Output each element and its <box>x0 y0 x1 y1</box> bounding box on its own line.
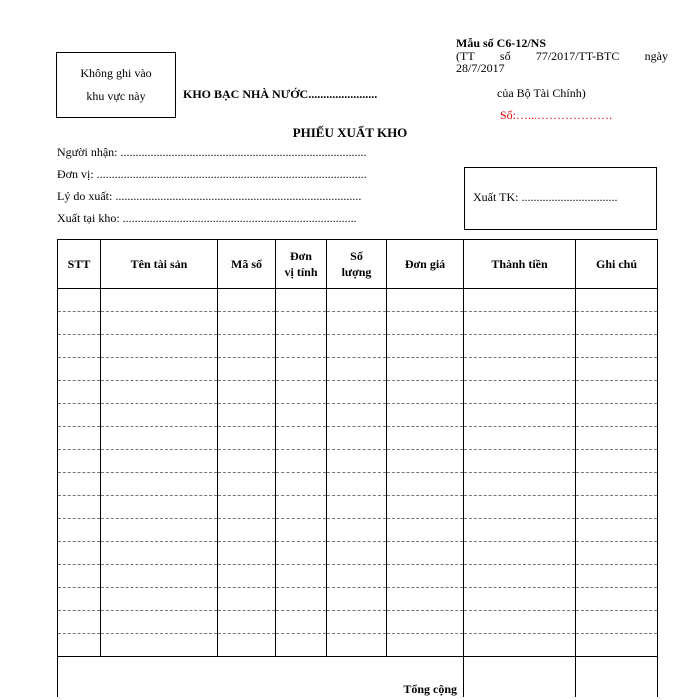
table-cell[interactable] <box>276 312 327 335</box>
table-cell[interactable] <box>464 473 576 496</box>
table-cell[interactable] <box>387 312 464 335</box>
table-cell[interactable] <box>576 404 658 427</box>
warehouse-field[interactable]: Xuất tại kho: .............................................................................. <box>57 211 357 225</box>
circular-part: (TT <box>456 49 475 63</box>
table-cell[interactable] <box>101 289 218 312</box>
table-row <box>58 634 658 657</box>
table-row <box>58 450 658 473</box>
table-cell[interactable] <box>327 312 387 335</box>
table-cell[interactable] <box>58 427 101 450</box>
table-cell[interactable] <box>327 634 387 657</box>
table-cell[interactable] <box>327 496 387 519</box>
table-cell[interactable] <box>464 542 576 565</box>
total-label: Tổng cộng <box>387 657 464 698</box>
reason-field[interactable]: Lý do xuất: .................................................................................. <box>57 189 362 203</box>
table-cell[interactable] <box>101 542 218 565</box>
table-cell[interactable] <box>387 381 464 404</box>
table-row <box>58 588 658 611</box>
table-cell[interactable] <box>464 381 576 404</box>
table-cell[interactable] <box>576 496 658 519</box>
table-cell[interactable] <box>576 358 658 381</box>
table-cell[interactable] <box>327 588 387 611</box>
table-cell[interactable] <box>576 519 658 542</box>
table-cell[interactable] <box>58 588 101 611</box>
table-cell[interactable] <box>276 542 327 565</box>
table-cell[interactable] <box>576 450 658 473</box>
table-row <box>58 381 658 404</box>
table-cell[interactable] <box>218 289 276 312</box>
table-row <box>58 427 658 450</box>
table-cell[interactable] <box>276 611 327 634</box>
table-cell[interactable] <box>101 565 218 588</box>
col-unit-price: Đơn giá <box>387 240 464 289</box>
table-cell[interactable] <box>218 381 276 404</box>
unit-field[interactable]: Đơn vị: .......................................................................................... <box>57 167 367 181</box>
table-cell[interactable] <box>58 358 101 381</box>
table-cell[interactable] <box>464 565 576 588</box>
table-cell[interactable] <box>327 404 387 427</box>
table-cell[interactable] <box>276 358 327 381</box>
table-cell[interactable] <box>464 450 576 473</box>
table-cell[interactable] <box>464 358 576 381</box>
table-cell[interactable] <box>327 565 387 588</box>
table-cell[interactable] <box>576 312 658 335</box>
table-cell[interactable] <box>276 519 327 542</box>
table-cell[interactable] <box>218 496 276 519</box>
table-row <box>58 404 658 427</box>
table-cell[interactable] <box>464 335 576 358</box>
total-note-cell[interactable] <box>576 657 658 698</box>
circular-issuer: của Bộ Tài Chính) <box>497 86 586 100</box>
col-code: Mã số <box>218 240 276 289</box>
table-cell[interactable] <box>387 427 464 450</box>
table-cell[interactable] <box>387 404 464 427</box>
table-row <box>58 565 658 588</box>
form-number: Mẫu số C6-12/NS <box>456 36 547 50</box>
table-cell[interactable] <box>576 381 658 404</box>
xuat-tk-field[interactable]: Xuất TK: ................................ <box>473 190 618 204</box>
table-cell[interactable] <box>576 588 658 611</box>
col-unit-line1: Đơn <box>290 249 312 263</box>
table-cell[interactable] <box>101 634 218 657</box>
table-cell[interactable] <box>576 335 658 358</box>
total-row <box>58 657 658 698</box>
table-cell[interactable] <box>276 335 327 358</box>
table-cell[interactable] <box>327 335 387 358</box>
table-cell[interactable] <box>218 335 276 358</box>
table-cell[interactable] <box>58 381 101 404</box>
table-cell[interactable] <box>387 611 464 634</box>
table-row <box>58 358 658 381</box>
table-cell[interactable] <box>218 634 276 657</box>
table-cell[interactable] <box>464 289 576 312</box>
table-cell[interactable] <box>576 542 658 565</box>
col-asset-name: Tên tài sản <box>101 240 218 289</box>
table-row <box>58 312 658 335</box>
table-cell[interactable] <box>387 450 464 473</box>
table-cell[interactable] <box>327 450 387 473</box>
table-cell[interactable] <box>218 565 276 588</box>
table-cell[interactable] <box>464 611 576 634</box>
table-cell[interactable] <box>464 634 576 657</box>
table-cell[interactable] <box>327 542 387 565</box>
table-cell[interactable] <box>218 358 276 381</box>
table-row <box>58 542 658 565</box>
table-cell[interactable] <box>58 565 101 588</box>
table-cell[interactable] <box>576 289 658 312</box>
total-amount-cell[interactable] <box>464 657 576 698</box>
table-cell[interactable] <box>464 496 576 519</box>
table-cell[interactable] <box>327 611 387 634</box>
table-cell[interactable] <box>464 427 576 450</box>
table-cell[interactable] <box>387 289 464 312</box>
col-qty-line1: Số <box>350 249 363 263</box>
col-unit-line2: vị tính <box>284 265 318 279</box>
items-table <box>57 239 658 697</box>
table-row <box>58 519 658 542</box>
table-cell[interactable] <box>327 289 387 312</box>
table-cell[interactable] <box>387 588 464 611</box>
table-cell[interactable] <box>387 358 464 381</box>
xuat-tk-box <box>464 167 657 230</box>
table-cell[interactable] <box>58 542 101 565</box>
form-title: PHIẾU XUẤT KHO <box>292 125 408 140</box>
table-cell[interactable] <box>464 312 576 335</box>
table-cell[interactable] <box>276 565 327 588</box>
total-spacer <box>58 657 387 698</box>
table-row <box>58 335 658 358</box>
circular-part: số <box>499 49 511 63</box>
table-row <box>58 289 658 312</box>
table-cell[interactable] <box>101 358 218 381</box>
table-cell[interactable] <box>218 404 276 427</box>
table-cell[interactable] <box>58 335 101 358</box>
no-write-box <box>56 52 176 118</box>
table-cell[interactable] <box>101 588 218 611</box>
table-cell[interactable] <box>327 427 387 450</box>
table-cell[interactable] <box>218 312 276 335</box>
table-cell[interactable] <box>327 381 387 404</box>
serial-number: Số:…...………………. <box>500 108 613 122</box>
table-cell[interactable] <box>276 634 327 657</box>
table-cell[interactable] <box>58 473 101 496</box>
table-cell[interactable] <box>276 289 327 312</box>
table-cell[interactable] <box>58 404 101 427</box>
table-cell[interactable] <box>387 473 464 496</box>
table-cell[interactable] <box>101 335 218 358</box>
table-cell[interactable] <box>327 519 387 542</box>
table-cell[interactable] <box>101 404 218 427</box>
table-cell[interactable] <box>101 473 218 496</box>
table-cell[interactable] <box>576 473 658 496</box>
table-cell[interactable] <box>58 519 101 542</box>
table-row <box>58 611 658 634</box>
table-cell[interactable] <box>276 427 327 450</box>
table-cell[interactable] <box>101 496 218 519</box>
table-cell[interactable] <box>576 427 658 450</box>
table-cell[interactable] <box>387 519 464 542</box>
col-stt: STT <box>58 240 101 289</box>
col-unit <box>276 240 327 289</box>
no-write-line1: Không ghi vào <box>80 66 152 80</box>
table-cell[interactable] <box>387 496 464 519</box>
table-row <box>58 496 658 519</box>
table-cell[interactable] <box>101 312 218 335</box>
table-cell[interactable] <box>276 588 327 611</box>
table-cell[interactable] <box>218 611 276 634</box>
table-cell[interactable] <box>101 519 218 542</box>
col-qty <box>327 240 387 289</box>
table-header-row <box>58 240 658 289</box>
table-cell[interactable] <box>218 450 276 473</box>
table-cell[interactable] <box>218 519 276 542</box>
recipient-field[interactable]: Người nhận: .................................................................................. <box>57 145 367 159</box>
col-note: Ghi chú <box>576 240 658 289</box>
table-cell[interactable] <box>58 611 101 634</box>
circular-part: ngày <box>644 49 668 63</box>
table-cell[interactable] <box>218 588 276 611</box>
circular-part: 77/2017/TT-BTC <box>535 49 620 63</box>
table-cell[interactable] <box>58 450 101 473</box>
treasury-name: KHO BẠC NHÀ NƯỚC....................... <box>183 87 378 101</box>
table-cell[interactable] <box>387 542 464 565</box>
table-cell[interactable] <box>58 312 101 335</box>
col-qty-line2: lượng <box>341 265 372 279</box>
table-cell[interactable] <box>218 542 276 565</box>
table-cell[interactable] <box>218 427 276 450</box>
table-cell[interactable] <box>464 588 576 611</box>
table-cell[interactable] <box>387 335 464 358</box>
col-amount: Thành tiền <box>464 240 576 289</box>
table-row <box>58 473 658 496</box>
circular-date: 28/7/2017 <box>456 61 505 75</box>
table-cell[interactable] <box>101 427 218 450</box>
table-cell[interactable] <box>101 450 218 473</box>
table-cell[interactable] <box>464 519 576 542</box>
table-cell[interactable] <box>387 565 464 588</box>
table-cell[interactable] <box>327 473 387 496</box>
table-cell[interactable] <box>218 473 276 496</box>
no-write-line2: khu vực này <box>86 89 146 103</box>
table-cell[interactable] <box>101 611 218 634</box>
table-cell[interactable] <box>464 404 576 427</box>
table-cell[interactable] <box>58 496 101 519</box>
table-cell[interactable] <box>387 634 464 657</box>
table-cell[interactable] <box>276 381 327 404</box>
table-cell[interactable] <box>101 381 218 404</box>
table-cell[interactable] <box>327 358 387 381</box>
table-cell[interactable] <box>276 404 327 427</box>
table-cell[interactable] <box>576 634 658 657</box>
table-cell[interactable] <box>276 496 327 519</box>
table-cell[interactable] <box>276 473 327 496</box>
table-cell[interactable] <box>276 450 327 473</box>
table-cell[interactable] <box>58 289 101 312</box>
table-cell[interactable] <box>58 634 101 657</box>
table-cell[interactable] <box>576 565 658 588</box>
table-cell[interactable] <box>576 611 658 634</box>
